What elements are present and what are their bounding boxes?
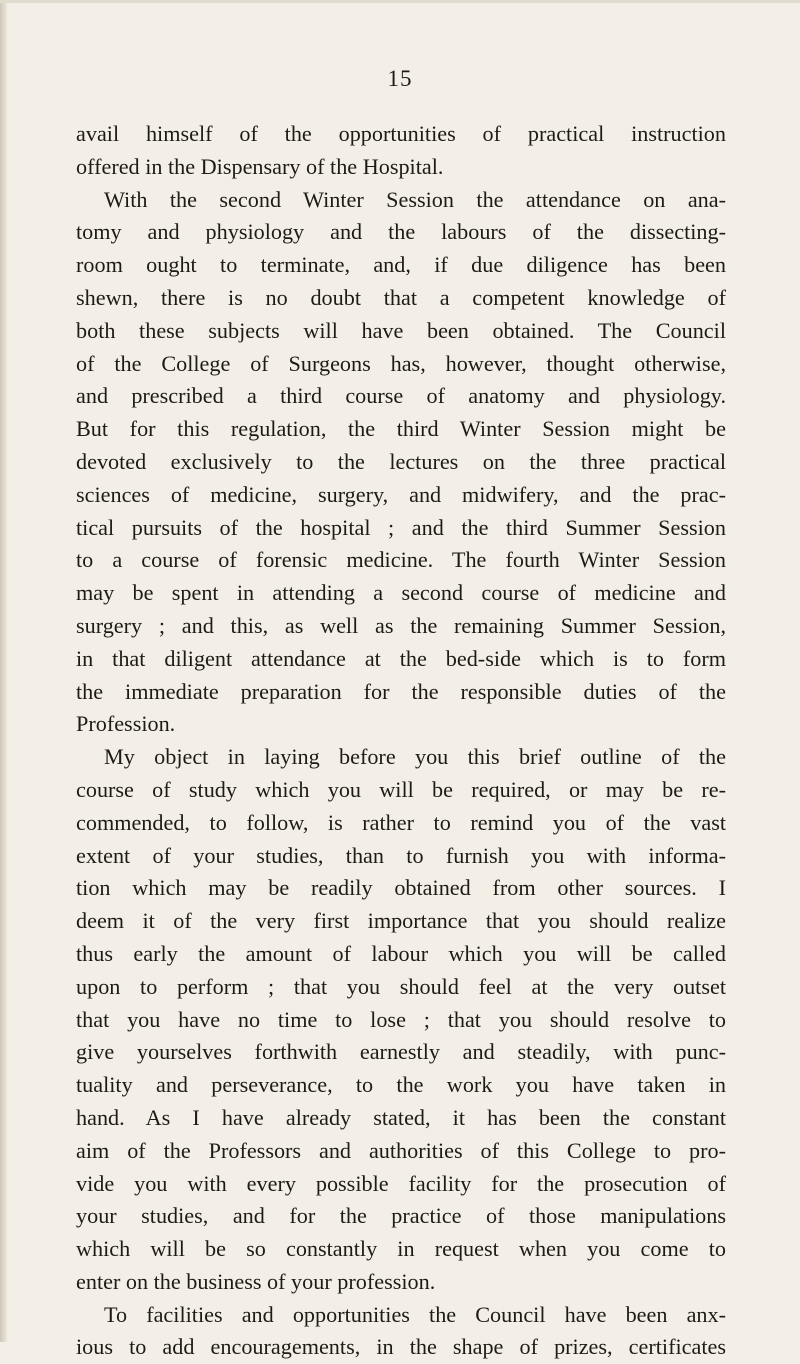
text-line: thus early the amount of labour which you will be called	[76, 940, 726, 966]
text-line: give yourselves forthwith earnestly and steadily, with punc-	[76, 1039, 726, 1065]
text-line: ious to add encouragements, in the shape of prizes, certificates	[76, 1334, 726, 1360]
text-line: tomy and physiology and the labours of the dissecting-	[76, 219, 726, 245]
text-line: But for this regulation, the third Winter Session might be	[76, 416, 726, 442]
text-line: in that diligent attendance at the bed-side which is to form	[76, 645, 726, 671]
page-number: 15	[387, 66, 413, 91]
text-line: tuality and perseverance, to the work you have taken in	[76, 1072, 726, 1098]
text-line: your studies, and for the practice of those manipulations	[76, 1203, 726, 1229]
text-line: which will be so constantly in request when you come to	[76, 1236, 726, 1262]
body-text	[76, 118, 726, 1364]
text-line: devoted exclusively to the lectures on the three practical	[76, 448, 726, 474]
text-line: course of study which you will be required, or may be re-	[76, 776, 726, 802]
text-line: upon to perform ; that you should feel at the very outset	[76, 973, 726, 999]
text-line: aim of the Professors and authorities of this College to pro-	[76, 1137, 726, 1163]
text-line: enter on the business of your profession.	[76, 1268, 436, 1294]
page-edge-shadow	[0, 0, 7, 1342]
text-line: that you have no time to lose ; that you should resolve to	[76, 1006, 726, 1032]
text-line: tical pursuits of the hospital ; and the third Summer Session	[76, 514, 726, 540]
text-line: of the College of Surgeons has, however, thought otherwise,	[76, 350, 726, 376]
text-line: surgery ; and this, as well as the remaining Summer Session,	[76, 612, 726, 638]
text-line: extent of your studies, than to furnish you with informa-	[76, 842, 726, 868]
text-line: With the second Winter Session the attendance on ana-	[104, 186, 726, 212]
text-line: To facilities and opportunities the Council have been anx-	[104, 1301, 726, 1327]
text-line: offered in the Dispensary of the Hospital.	[76, 153, 444, 179]
text-line: and prescribed a third course of anatomy and physiology.	[76, 383, 726, 409]
text-line: tion which may be readily obtained from other sources. I	[76, 875, 726, 901]
text-line: to a course of forensic medicine. The fourth Winter Session	[76, 547, 726, 573]
text-line: vide you with every possible facility for the prosecution of	[76, 1170, 726, 1196]
text-line: shewn, there is no doubt that a competent knowledge of	[76, 284, 726, 310]
text-line: room ought to terminate, and, if due diligence has been	[76, 252, 726, 278]
text-line: the immediate preparation for the responsible duties of the	[76, 678, 726, 704]
text-line: both these subjects will have been obtained. The Council	[76, 317, 726, 343]
text-line: sciences of medicine, surgery, and midwifery, and the prac-	[76, 481, 726, 507]
text-line: My object in laying before you this brief outline of the	[104, 744, 726, 770]
text-line: deem it of the very first importance that you should realize	[76, 908, 726, 934]
text-line: commended, to follow, is rather to remind you of the vast	[76, 809, 726, 835]
page-top-edge	[0, 0, 800, 3]
text-line: avail himself of the opportunities of practical instruction	[76, 121, 726, 146]
text-line: may be spent in attending a second course of medicine and	[76, 580, 726, 606]
text-line: hand. As I have already stated, it has been the constant	[76, 1104, 726, 1130]
text-line: Profession.	[76, 711, 176, 737]
